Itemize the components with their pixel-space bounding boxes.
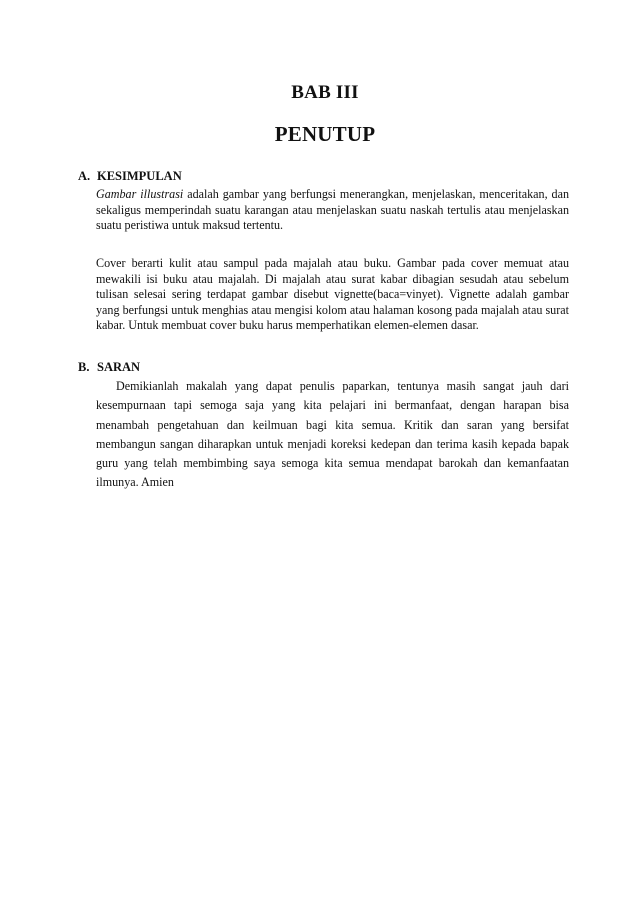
section-heading-saran (78, 360, 140, 375)
section-title: SARAN (97, 360, 141, 374)
chapter-number: BAB III (291, 82, 359, 103)
chapter-title: PENUTUP (274, 122, 376, 146)
section-title: KESIMPULAN (97, 169, 182, 183)
paragraph-saran: Demikianlah makalah yang dapat penulis paparkan, tentunya masih sangat jauh dari kesempurnaan tapi semoga saja yang kita pelajari ini bermanfaat, dengan harapan bisa menambah pengetahuan dan keilmuan bagi kita semua. Kritik dan saran yang bersifat membangun sangan diharapkan untuk menjadi koreksi kedepan dan terima kasih kepada bapak guru yang telah membimbing saya semoga kita semua mendapat barokah dan kemanfaatan ilmunya. Amien (96, 379, 569, 490)
italic-term: Gambar illustrasi (96, 187, 184, 201)
paragraph-gambar-illustrasi (96, 187, 569, 234)
section-letter: B. (78, 360, 90, 374)
section-heading-kesimpulan (78, 169, 182, 184)
paragraph-text: adalah gambar yang berfungsi menerangkan, menjelaskan, menceritakan, dan sekaligus memperindah suatu karangan atau menjelaskan suatu naskah tertulis atau menjelaskan suatu peristiwa untuk maksud tertentu. (96, 187, 569, 233)
section-letter: A. (78, 169, 91, 183)
paragraph-cover: Cover berarti kulit atau sampul pada majalah atau buku. Gambar pada cover memuat atau mewakili isi buku atau majalah. Di majalah atau surat kabar dibagian sesudah atau sebelum tulisan selesai sering terdapat gambar disebut vignette(baca=vinyet). Vignette adalah gambar yang berfungsi untuk menghias atau mengisi kolom atau halaman kosong pada majalah atau surat kabar. Untuk membuat cover buku harus memperhatikan elemen-elemen dasar. (96, 256, 569, 333)
